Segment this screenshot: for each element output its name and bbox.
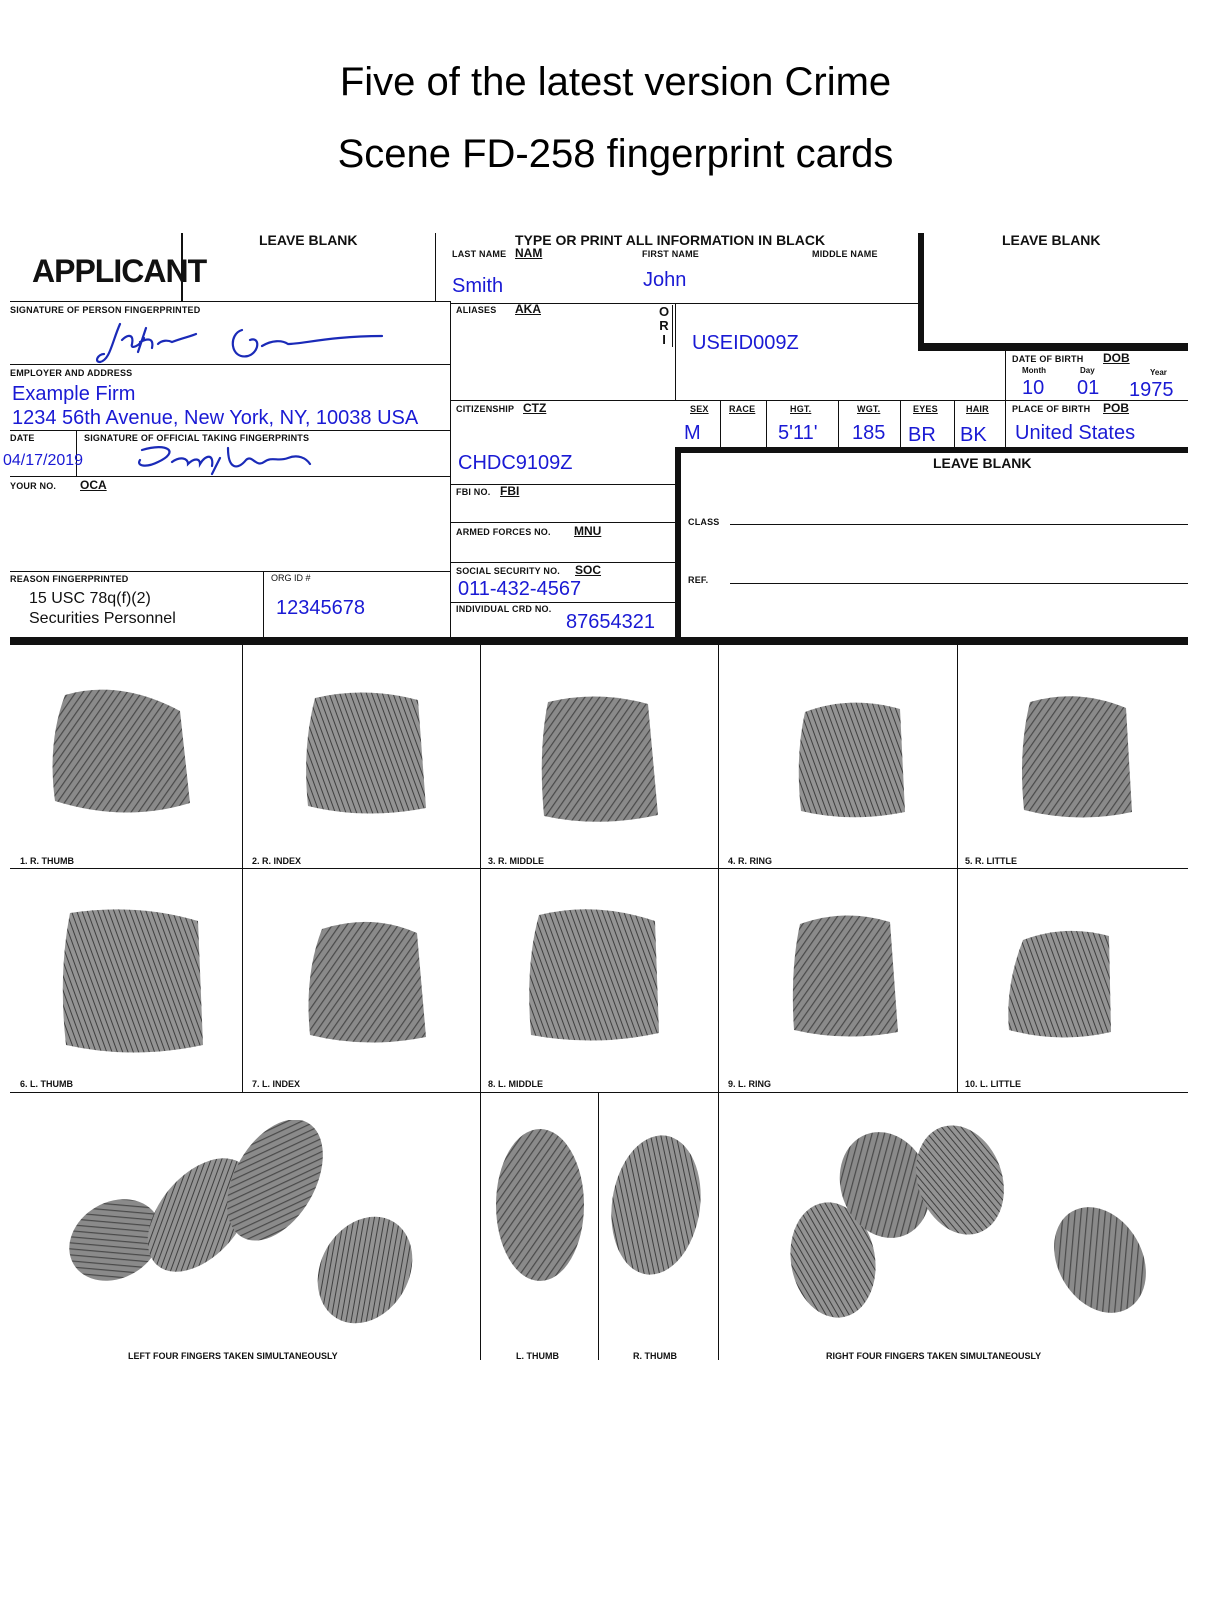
date-value: 04/17/2019 xyxy=(3,452,84,469)
hair-value: BK xyxy=(960,424,987,446)
middle-name-label: MIDDLE NAME xyxy=(812,249,878,259)
your-no-label: YOUR NO. xyxy=(10,481,57,491)
ssn-label: SOCIAL SECURITY NO. xyxy=(456,566,560,576)
fingerprint-left-four xyxy=(60,1120,430,1340)
wgt-value: 185 xyxy=(852,422,886,444)
ssn-value: 011-432-4567 xyxy=(458,578,582,600)
hgt-value: 5'11' xyxy=(778,422,818,444)
reason-line1: 15 USC 78q(f)(2) xyxy=(29,590,151,607)
fingerprint-l-thumb xyxy=(58,905,208,1060)
pob-value: United States xyxy=(1015,422,1136,444)
eyes-value: BR xyxy=(908,424,936,446)
aliases-label: ALIASES xyxy=(456,305,497,315)
page-heading-line1: Five of the latest version Crime xyxy=(339,60,892,104)
fingerprint-l-ring xyxy=(790,910,905,1045)
ssn-code: SOC xyxy=(575,563,602,577)
class-label: CLASS xyxy=(688,517,720,527)
dob-month: 10 xyxy=(1022,377,1045,399)
finger-label-l-thumb: 6. L. THUMB xyxy=(20,1079,73,1089)
race-label: RACE xyxy=(729,404,756,414)
r-thumb-label: R. THUMB xyxy=(633,1351,677,1361)
month-label: Month xyxy=(1022,366,1046,375)
sex-value: M xyxy=(684,422,701,444)
fingerprint-r-middle xyxy=(538,690,663,830)
fingerprint-l-little xyxy=(1005,926,1115,1046)
citizenship-code: CTZ xyxy=(523,401,547,415)
finger-label-r-thumb: 1. R. THUMB xyxy=(20,856,74,866)
fingerprint-r-index xyxy=(300,688,430,818)
page-heading-line2: Scene FD-258 fingerprint cards xyxy=(337,132,894,176)
reason-line2: Securities Personnel xyxy=(29,610,176,627)
leave-blank-center: LEAVE BLANK xyxy=(933,455,1032,471)
org-id-value: 12345678 xyxy=(276,597,365,619)
dob-day: 01 xyxy=(1077,377,1100,399)
form-title: APPLICANT xyxy=(32,253,207,289)
fingerprint-r-little xyxy=(1018,690,1136,825)
fbi-no-label: FBI NO. xyxy=(456,487,491,497)
finger-label-r-middle: 3. R. MIDDLE xyxy=(488,856,545,866)
individual-crd-value: 87654321 xyxy=(566,611,655,633)
wgt-label: WGT. xyxy=(857,404,881,414)
applicant-signature xyxy=(92,310,392,370)
employer-line2: 1234 56th Avenue, New York, NY, 10038 USA xyxy=(12,407,419,429)
dob-code: DOB xyxy=(1103,351,1130,365)
date-label: DATE xyxy=(10,433,35,443)
leave-blank-right: LEAVE BLANK xyxy=(1002,232,1101,248)
sex-label: SEX xyxy=(690,404,709,414)
fbi-no-code: FBI xyxy=(500,484,520,498)
dob-year: 1975 xyxy=(1129,379,1174,401)
ori-label: ORI xyxy=(658,304,670,347)
finger-label-l-ring: 9. L. RING xyxy=(728,1079,772,1089)
hgt-label: HGT. xyxy=(790,404,812,414)
fingerprint-l-middle xyxy=(525,905,665,1050)
first-name-value: John xyxy=(643,269,687,291)
last-name-code: NAM xyxy=(515,246,543,260)
fingerprint-r-ring xyxy=(795,697,910,825)
fingerprint-l-index xyxy=(302,915,432,1050)
finger-label-l-middle: 8. L. MIDDLE xyxy=(488,1079,544,1089)
finger-label-r-index: 2. R. INDEX xyxy=(252,856,302,866)
reason-label: REASON FINGERPRINTED xyxy=(10,574,129,584)
org-id-label: ORG ID # xyxy=(271,573,311,583)
pob-code: POB xyxy=(1103,401,1130,415)
finger-label-r-little: 5. R. LITTLE xyxy=(965,856,1018,866)
right-four-fingers-label: RIGHT FOUR FINGERS TAKEN SIMULTANEOUSLY xyxy=(826,1351,1042,1361)
employer-line1: Example Firm xyxy=(12,383,136,405)
citizenship-value: CHDC9109Z xyxy=(458,452,573,474)
fingerprint-r-thumb xyxy=(45,683,195,828)
last-name-value: Smith xyxy=(452,275,504,297)
signature-person-label: SIGNATURE OF PERSON FINGERPRINTED xyxy=(10,305,201,315)
pob-label: PLACE OF BIRTH xyxy=(1012,404,1091,414)
day-label: Day xyxy=(1080,366,1095,375)
fingerprint-l-thumb-flat xyxy=(492,1125,588,1285)
ref-label: REF. xyxy=(688,575,709,585)
signature-official-label: SIGNATURE OF OFFICIAL TAKING FINGERPRINTS xyxy=(84,433,310,443)
individual-crd-label: INDIVIDUAL CRD NO. xyxy=(456,604,552,614)
instruction-text: TYPE OR PRINT ALL INFORMATION IN BLACK xyxy=(515,232,826,248)
eyes-label: EYES xyxy=(913,404,938,414)
citizenship-label: CITIZENSHIP xyxy=(456,404,515,414)
armed-forces-code: MNU xyxy=(574,524,602,538)
armed-forces-label: ARMED FORCES NO. xyxy=(456,527,551,537)
fingerprint-right-four xyxy=(785,1125,1155,1345)
finger-label-r-ring: 4. R. RING xyxy=(728,856,773,866)
left-four-fingers-label: LEFT FOUR FINGERS TAKEN SIMULTANEOUSLY xyxy=(128,1351,338,1361)
last-name-label: LAST NAME xyxy=(452,249,507,259)
finger-label-l-little: 10. L. LITTLE xyxy=(965,1079,1022,1089)
first-name-label: FIRST NAME xyxy=(642,249,699,259)
hair-label: HAIR xyxy=(966,404,989,414)
fingerprint-r-thumb-flat xyxy=(606,1130,706,1280)
aliases-code: AKA xyxy=(515,302,541,316)
official-signature xyxy=(128,440,318,476)
employer-label: EMPLOYER AND ADDRESS xyxy=(10,368,133,378)
your-no-code: OCA xyxy=(80,478,107,492)
ori-value: USEID009Z xyxy=(692,332,799,354)
leave-blank-left: LEAVE BLANK xyxy=(259,232,358,248)
dob-label: DATE OF BIRTH xyxy=(1012,354,1084,364)
year-label: Year xyxy=(1150,368,1167,377)
l-thumb-label: L. THUMB xyxy=(516,1351,559,1361)
finger-label-l-index: 7. L. INDEX xyxy=(252,1079,301,1089)
